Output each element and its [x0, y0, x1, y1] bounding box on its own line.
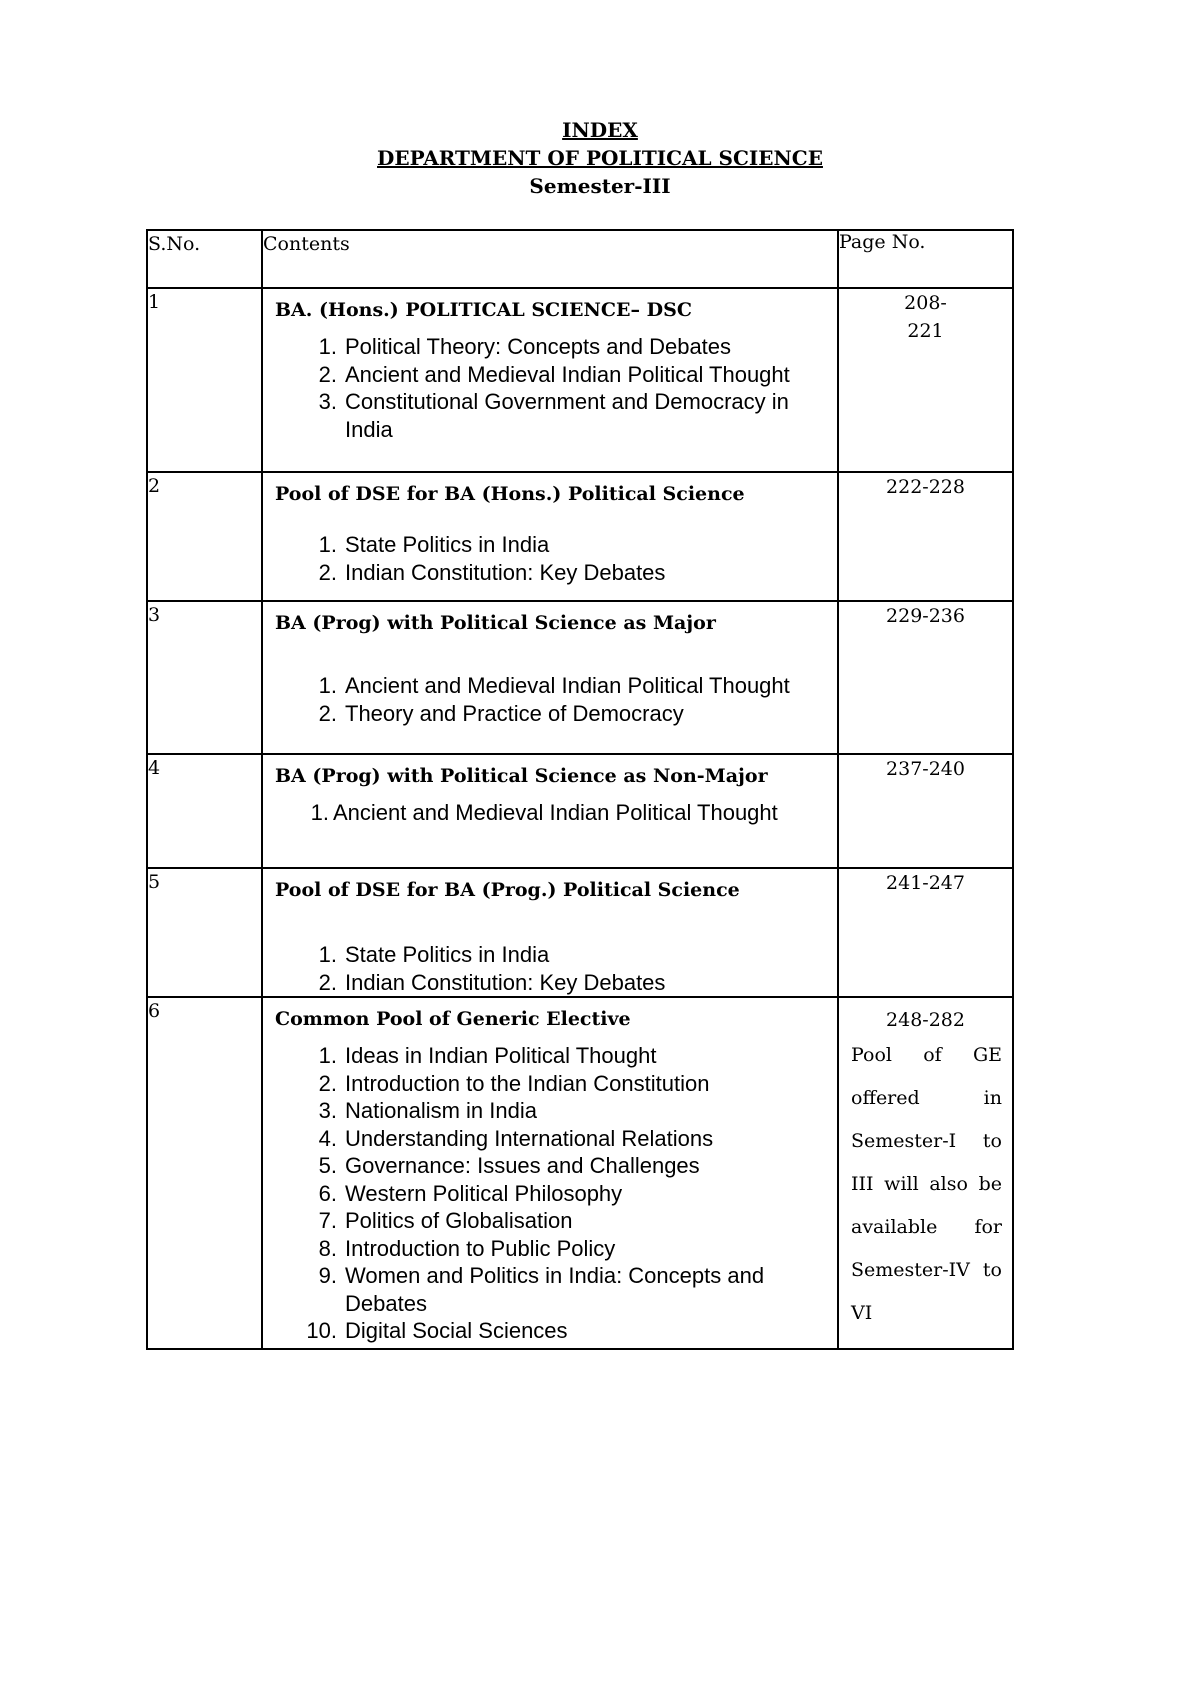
row-sno: 5	[147, 868, 262, 997]
list-item: 1. Ideas in Indian Political Thought	[318, 1043, 657, 1068]
row-title: BA (Prog) with Political Science as Major	[275, 612, 716, 634]
row-page: 241-247	[838, 868, 1013, 997]
department-title: DEPARTMENT OF POLITICAL SCIENCE	[377, 146, 823, 170]
row-page: 222-228	[838, 472, 1013, 601]
list-item: 1. Ancient and Medieval Indian Political Thought	[318, 673, 790, 698]
row-title: BA (Prog) with Political Science as Non-Major	[275, 765, 768, 787]
row-contents	[262, 288, 838, 472]
list-item: 7. Politics of Globalisation	[318, 1208, 573, 1233]
list-item: 1. State Politics in India	[318, 942, 550, 967]
row-title: Pool of DSE for BA (Hons.) Political Science	[275, 483, 745, 505]
row-title: BA. (Hons.) POLITICAL SCIENCE– DSC	[275, 299, 692, 321]
list-item: 3. Constitutional Government and Democracy in India	[318, 389, 789, 442]
table-row	[147, 754, 1013, 868]
list-item: 6. Western Political Philosophy	[318, 1180, 623, 1206]
list-item: 1. State Politics in India	[318, 532, 550, 557]
list-item: 8. Introduction to Public Policy	[318, 1235, 616, 1261]
list-item: 2. Introduction to the Indian Constitution	[318, 1070, 710, 1096]
list-item: 1. Political Theory: Concepts and Debates	[318, 334, 732, 359]
row-page: 248-282 Pool of GE offered in Semester-I to III will also be available for Semester-IV to VI	[838, 997, 1013, 1349]
list-item: 2. Indian Constitution: Key Debates	[318, 559, 666, 585]
ge-note: Pool of GE offered in Semester-I to III will also be available for Semester-IV to VI	[851, 1044, 1002, 1324]
list-item: 1. Ancient and Medieval Indian Political Thought	[310, 800, 778, 825]
course-list	[263, 672, 837, 727]
list-item: 5. Governance: Issues and Challenges	[318, 1153, 700, 1178]
index-title: INDEX	[562, 118, 638, 142]
row-sno: 2	[147, 472, 262, 601]
table-row	[147, 601, 1013, 754]
header-page: Page No.	[838, 230, 1013, 288]
table-row	[147, 288, 1013, 472]
row-title: Common Pool of Generic Elective	[275, 1008, 631, 1030]
semester-title: Semester-III	[529, 174, 671, 198]
row-contents	[262, 868, 838, 997]
course-list	[263, 799, 837, 827]
course-list	[263, 1042, 837, 1345]
row-page: 237-240	[838, 754, 1013, 868]
row-contents	[262, 754, 838, 868]
row-sno: 3	[147, 601, 262, 754]
list-item: 4. Understanding International Relations	[318, 1125, 714, 1151]
row-sno: 6	[147, 997, 262, 1349]
row-page: 208- 221	[838, 288, 1013, 472]
table-row	[147, 472, 1013, 601]
course-list	[263, 531, 837, 586]
document-header	[0, 116, 1200, 200]
table-header-row	[147, 230, 1013, 288]
row-page: 229-236	[838, 601, 1013, 754]
header-contents: Contents	[262, 230, 838, 288]
row-sno: 4	[147, 754, 262, 868]
list-item: 3. Nationalism in India	[318, 1098, 537, 1123]
list-item: 9. Women and Politics in India: Concepts and Debates	[318, 1263, 765, 1316]
index-table	[146, 229, 1014, 1350]
row-contents	[262, 472, 838, 601]
list-item: 2. Ancient and Medieval Indian Political Thought	[318, 361, 790, 387]
row-title: Pool of DSE for BA (Prog.) Political Science	[275, 879, 740, 901]
course-list	[263, 941, 837, 996]
row-contents	[262, 601, 838, 754]
row-sno: 1	[147, 288, 262, 472]
row-contents	[262, 997, 838, 1349]
course-list	[263, 333, 837, 443]
table-row	[147, 997, 1013, 1349]
list-item: 2. Indian Constitution: Key Debates	[318, 969, 666, 995]
list-item: 10. Digital Social Sciences	[306, 1318, 568, 1343]
header-sno: S.No.	[147, 230, 262, 288]
list-item: 2. Theory and Practice of Democracy	[318, 700, 684, 726]
table-row	[147, 868, 1013, 997]
